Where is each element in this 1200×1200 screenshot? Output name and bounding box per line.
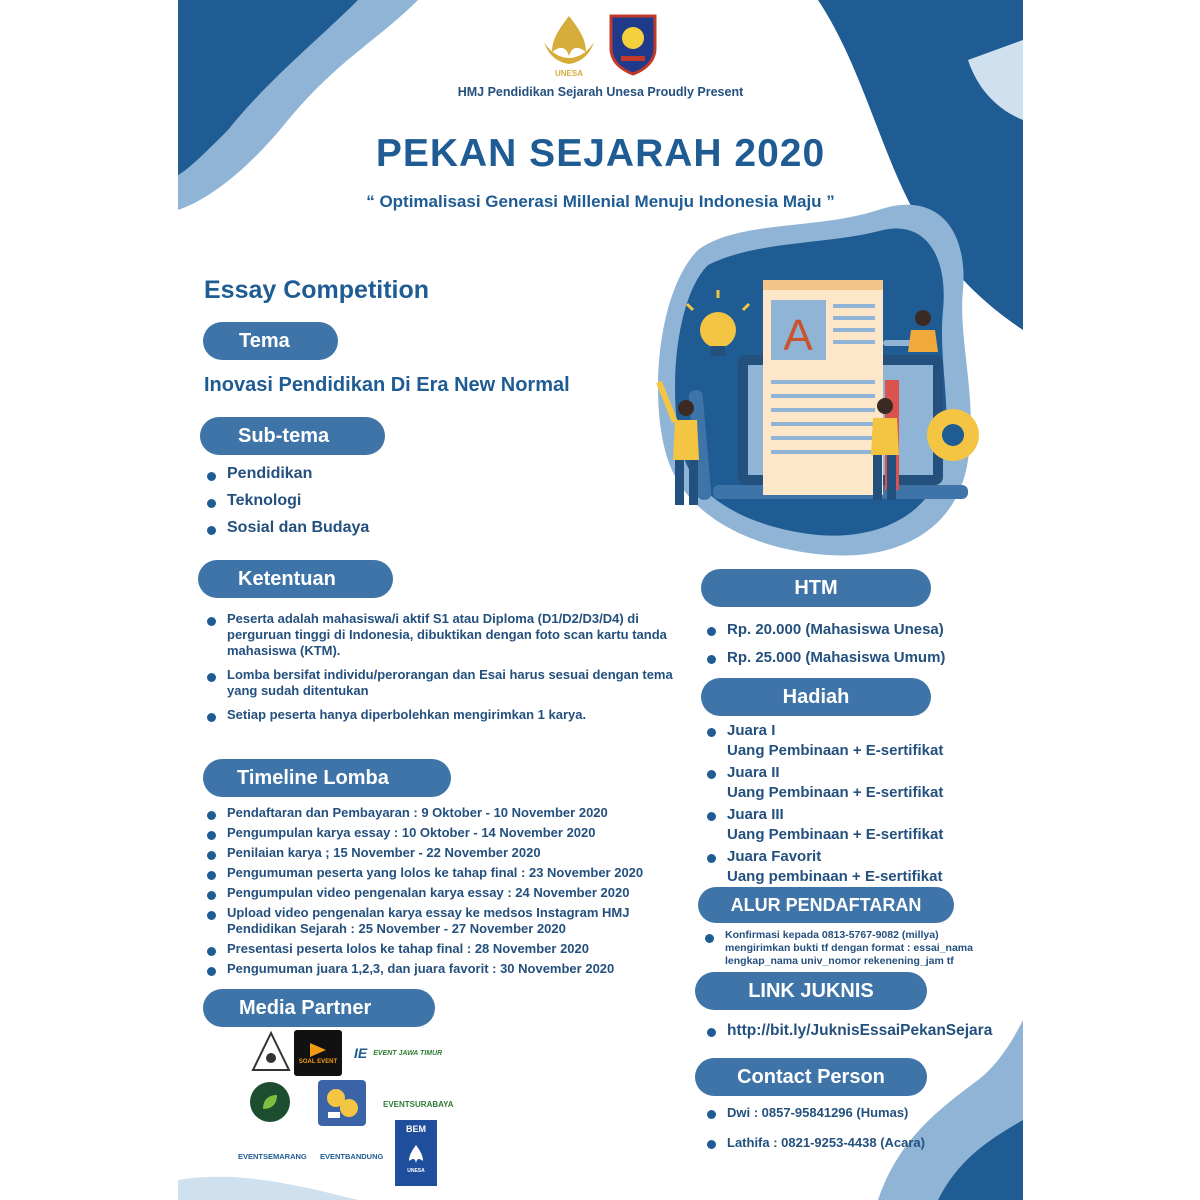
contact-item: Dwi : 0857-95841296 (Humas) (705, 1104, 1005, 1122)
ketentuan-item: Peserta adalah mahasiswa/i aktif S1 atau Diploma (D1/D2/D3/D4) di perguruan tinggi di Indonesia, dibuktikan dengan foto scan kartu tanda mahasiswa (KTM). (205, 611, 675, 659)
study-illustration (653, 270, 983, 530)
subtema-item: Teknologi (205, 492, 369, 510)
timeline-item: Presentasi peserta lolos ke tahap final : 28 November 2020 (205, 941, 690, 957)
event-bandung-text: EVENTBANDUNG (320, 1152, 384, 1161)
timeline-item: Pengumuman peserta yang lolos ke tahap final : 23 November 2020 (205, 865, 690, 881)
letter-a: A (783, 311, 813, 360)
timeline-item: Pengumpulan karya essay : 10 Oktober - 14 November 2020 (205, 825, 690, 841)
timeline-pill (203, 759, 451, 797)
timeline-label: Timeline Lomba (237, 766, 389, 789)
hadiah-prize: Uang Pembinaan + E-sertifikat (727, 784, 944, 801)
hadiah-item (705, 763, 1005, 803)
partner-logo-event-campus (318, 1080, 366, 1126)
hadiah-title: Juara II (727, 764, 780, 781)
hmj-logo (608, 12, 658, 76)
tema-value: Inovasi Pendidikan Di Era New Normal (204, 374, 570, 396)
hadiah-title: Juara I (727, 722, 776, 739)
contact-label: Contact Person (737, 1065, 885, 1088)
hadiah-label: Hadiah (782, 685, 850, 708)
unesa-emblem-icon (538, 12, 600, 80)
juknis-label: LINK JUKNIS (748, 979, 874, 1002)
event-semarang-text: EVENTSEMARANG (238, 1152, 307, 1161)
hadiah-title: Juara Favorit (727, 848, 822, 865)
timeline-item: Pendaftaran dan Pembayaran : 9 Oktober - 10 November 2020 (205, 805, 690, 821)
contact-pill (695, 1058, 927, 1096)
htm-item: Rp. 25.000 (Mahasiswa Umum) (705, 648, 995, 668)
hadiah-pill (701, 678, 931, 716)
event-title: PEKAN SEJARAH 2020 (375, 132, 826, 175)
timeline-item: Penilaian karya ; 15 November - 22 November 2020 (205, 845, 690, 861)
tema-label: Tema (239, 329, 290, 352)
subtema-item: Sosial dan Budaya (205, 519, 369, 537)
partner-logo-soal-event (294, 1030, 342, 1076)
event-campus-icon (322, 1084, 362, 1122)
leaf-icon (259, 1091, 281, 1113)
juknis-list (705, 1021, 1023, 1041)
htm-item: Rp. 20.000 (Mahasiswa Unesa) (705, 620, 995, 640)
ketentuan-item: Setiap peserta hanya diperbolehkan mengirimkan 1 karya. (205, 707, 675, 723)
partner-logo-event-jatim (354, 1045, 442, 1061)
contact-list (705, 1104, 1005, 1152)
timeline-item: Pengumpulan video pengenalan karya essay : 24 November 2020 (205, 885, 690, 901)
ketentuan-label: Ketentuan (238, 567, 336, 590)
juknis-link[interactable]: http://bit.ly/JuknisEssaiPekanSejara (705, 1021, 1023, 1041)
event-surabaya-text: EVENTSURABAYA (383, 1100, 454, 1109)
triangle-emblem-icon (250, 1030, 292, 1076)
competition-heading: Essay Competition (204, 276, 430, 304)
ketentuan-pill (198, 560, 393, 598)
timeline-item: Upload video pengenalan karya essay ke medsos Instagram HMJ Pendidikan Sejarah : 25 November - 27 November 2020 (205, 905, 690, 937)
alur-pill (698, 887, 954, 923)
subtema-label: Sub-tema (238, 424, 330, 447)
soal-event-text: SOAL EVENT (298, 1059, 338, 1065)
hadiah-item (705, 721, 1005, 761)
alur-list (703, 929, 993, 968)
presenter-text: HMJ Pendidikan Sejarah Unesa Proudly Present (457, 85, 744, 99)
htm-list (705, 620, 995, 668)
subtema-list (205, 465, 369, 537)
ie-mark-icon: IE (354, 1045, 368, 1061)
unesa-small-text: UNESA (407, 1168, 425, 1174)
media-partner-label: Media Partner (239, 996, 372, 1019)
ketentuan-item: Lomba bersifat individu/perorangan dan Esai harus sesuai dengan tema yang sudah ditentukan (205, 667, 675, 699)
hadiah-title: Juara III (727, 806, 784, 823)
media-partner-pill (203, 989, 435, 1027)
alur-label: ALUR PENDAFTARAN (730, 894, 922, 915)
subtema-pill (200, 417, 385, 455)
contact-item: Lathifa : 0821-9253-4438 (Acara) (705, 1134, 1005, 1152)
hadiah-list (705, 721, 1005, 887)
bem-text: BEM (406, 1124, 426, 1134)
ketentuan-list (205, 611, 675, 723)
hmj-shield-icon (608, 12, 658, 76)
unesa-small-emblem-icon (403, 1142, 429, 1168)
poster (178, 0, 1023, 1200)
hadiah-prize: Uang Pembinaan + E-sertifikat (727, 826, 944, 843)
play-icon (307, 1041, 329, 1059)
hadiah-prize: Uang pembinaan + E-sertifikat (727, 868, 943, 885)
partner-logo-green-circle (250, 1082, 290, 1122)
unesa-logo (538, 12, 600, 80)
svg-text:UNESA: UNESA (554, 69, 584, 78)
event-jatim-text: EVENT JAWA TIMUR (373, 1049, 443, 1057)
subtema-item: Pendidikan (205, 465, 369, 483)
partner-logo-bem (395, 1120, 437, 1186)
juknis-pill (695, 972, 927, 1010)
hadiah-item (705, 847, 1005, 887)
alur-item: Konfirmasi kepada 0813-5767-9082 (millya) mengirimkan bukti tf dengan format : essai_nama lengkap_nama univ_nomor rekenening_jam tf (703, 929, 993, 968)
tema-pill (203, 322, 338, 360)
hadiah-item (705, 805, 1005, 845)
timeline-list (205, 805, 690, 977)
timeline-item: Pengumuman juara 1,2,3, dan juara favorit : 30 November 2020 (205, 961, 690, 977)
event-tagline: “ Optimalisasi Generasi Millenial Menuju Indonesia Maju ” (366, 192, 835, 211)
partner-logo-triangle (250, 1030, 292, 1076)
htm-label: HTM (794, 576, 838, 599)
hadiah-prize: Uang Pembinaan + E-sertifikat (727, 742, 944, 759)
htm-pill (701, 569, 931, 607)
